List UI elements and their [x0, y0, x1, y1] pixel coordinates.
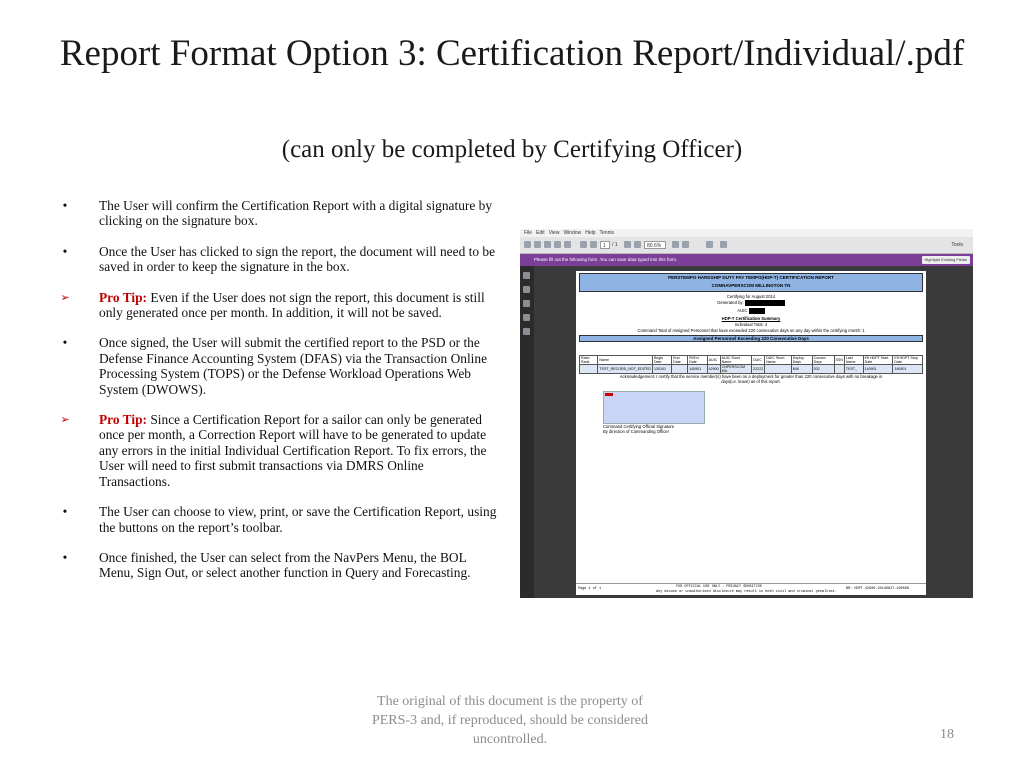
generated-by-row	[576, 300, 926, 306]
menu-item[interactable]: Tennis	[599, 230, 614, 236]
bullet-icon: •	[62, 335, 68, 351]
next-page-icon[interactable]	[590, 241, 597, 248]
table-cell: 130101	[652, 365, 671, 374]
column-header: Pt/Ext Date	[688, 356, 708, 365]
menu-item[interactable]: Window	[563, 230, 582, 236]
table-cell: 202	[812, 365, 834, 374]
page-footer	[576, 583, 926, 594]
bullet-text: Once signed, the User will submit the certified report to the PSD or the Defense Finance Accounting System (DFAS) via the Transaction Online Processing System (TOPS) or the Defense Workload Operations Web System (DWOWS).	[99, 335, 488, 397]
bullet-item	[58, 335, 498, 397]
auic-row	[576, 308, 926, 314]
pro-tip-label: Pro Tip:	[99, 412, 147, 428]
column-header: SSN	[834, 356, 844, 365]
column-header: End Date	[672, 356, 688, 365]
print-icon[interactable]	[554, 241, 561, 248]
table-cell: TEST_RECORD_NOT_EDITED	[598, 365, 653, 374]
bullet-item	[58, 244, 498, 275]
signature-flag-icon	[605, 393, 613, 396]
bullet-list	[58, 198, 498, 596]
prev-page-icon[interactable]	[580, 241, 587, 248]
column-header: Eff HDPT Stop Date	[893, 356, 923, 365]
redaction-bar	[749, 308, 765, 314]
individual-total: Individual Total: 4	[734, 322, 768, 327]
email-icon[interactable]	[564, 241, 571, 248]
table-cell: 22222	[752, 365, 765, 374]
column-header: Name	[598, 356, 653, 365]
table-cell: 608	[791, 365, 812, 374]
signature-label: Command Certifying Official Signature	[603, 424, 675, 429]
bullet-item	[58, 550, 498, 581]
column-header: Deploy Days	[791, 356, 812, 365]
report-ref: BR: HDPT 42900-20140827-160506	[846, 587, 910, 591]
attachments-icon[interactable]	[523, 300, 530, 307]
report-title: PERSTEMPO HARDSHIP DUTY PAY TEMPO(HDP-T) CERTIFICATION REPORT	[668, 275, 834, 280]
redaction-bar	[745, 300, 785, 306]
footer-note: The original of this document is the property of PERS-3 and, if reproduced, should be considered uncontrolled.	[371, 694, 649, 747]
bullet-item	[58, 198, 498, 229]
auic-label: AUIC	[737, 308, 748, 314]
generated-by-label: Generated by:	[717, 300, 744, 306]
lock-icon[interactable]	[523, 286, 530, 293]
zoom-in-icon[interactable]	[634, 241, 641, 248]
pdf-viewer-screenshot	[520, 229, 973, 598]
bullet-text: Since a Certification Report for a sailor can only be generated once per month, a Correction Report will have to be generated to update any errors in the initial Individual Certification Report. To fix errors, the User will need to first submit transactions via DMRS Online Transactions.	[99, 412, 487, 489]
menu-bar	[520, 229, 973, 237]
bullet-text: Once the User has clicked to sign the report, the document will need to be saved in order to keep the signature in the box.	[99, 243, 496, 275]
certifying-for: Certifying for August 2014	[726, 294, 776, 299]
bullet-item	[58, 504, 498, 535]
fit-width-icon[interactable]	[682, 241, 689, 248]
save-icon[interactable]	[544, 241, 551, 248]
fit-page-icon[interactable]	[672, 241, 679, 248]
menu-item[interactable]: Help	[585, 230, 596, 236]
table-header-row	[580, 356, 923, 365]
bullet-icon: •	[62, 549, 68, 565]
slide-title: Report Format Option 3: Certification Report/Individual/.pdf	[59, 33, 965, 74]
bullet-item	[58, 290, 498, 321]
bullet-text: Once finished, the User can select from the NavPers Menu, the BOL Menu, Sign Out, or select another function in Query and Forecasting.	[99, 549, 471, 581]
table-cell	[834, 365, 844, 374]
bullet-icon: •	[62, 504, 68, 520]
bullet-text: The User will confirm the Certification Report with a digital signature by clicking on the signature box.	[99, 198, 493, 229]
form-notification-bar	[520, 254, 973, 266]
signatures-icon[interactable]	[523, 314, 530, 321]
menu-item[interactable]: View	[548, 230, 560, 236]
acknowledgement-text: Acknowledgement: I certify that the service member(s) have been on a deployment for greater than 220 consecutive days with no breakage in days(i.e. leave) as of this report.	[619, 374, 883, 384]
layers-icon[interactable]	[523, 328, 530, 335]
slide-subtitle: (can only be completed by Certifying Officer)	[281, 136, 743, 163]
column-header: Last Name	[844, 356, 863, 365]
signature-sub: By direction of Commanding Officer	[603, 429, 670, 434]
toolbar	[520, 237, 973, 254]
create-icon[interactable]	[524, 241, 531, 248]
report-page	[576, 271, 926, 595]
bullet-icon: •	[62, 243, 68, 259]
table-cell: 140901	[863, 365, 893, 374]
highlight-fields-button[interactable]: Highlight Existing Fields	[922, 256, 970, 264]
table-cell	[765, 365, 792, 374]
table-cell: TEST_	[844, 365, 863, 374]
comment-icon[interactable]	[706, 241, 713, 248]
page-label: Page 1 of 1	[578, 587, 602, 591]
table-cell: 140901	[893, 365, 923, 374]
navigation-pane	[520, 266, 534, 598]
bullet-item	[58, 412, 498, 489]
column-header: AUIC Short Name	[720, 356, 751, 365]
tools-button[interactable]: Tools	[951, 242, 963, 248]
page-number-field[interactable]: 1	[600, 241, 610, 249]
pro-tip-label: Pro Tip:	[99, 289, 147, 305]
column-header: DUIC Short Name	[765, 356, 792, 365]
assigned-title: Assigned Personnel Exceeding 220 Consecutive Days	[579, 335, 923, 342]
page-total: / 1	[612, 242, 618, 248]
bullet-text: Even if the User does not sign the report, this document is still only generated once per month. In addition, it will not be saved.	[99, 289, 485, 321]
pages-icon[interactable]	[523, 272, 530, 279]
table-cell: CNPERSCOM MIL	[720, 365, 751, 374]
open-icon[interactable]	[534, 241, 541, 248]
menu-item[interactable]: File	[524, 230, 533, 236]
form-message: Please fill out the following form. You can save data typed into this form.	[534, 257, 678, 262]
column-header: Begin Date	[652, 356, 671, 365]
arrow-bullet-icon: ➢	[60, 290, 70, 304]
arrow-bullet-icon: ➢	[60, 413, 70, 427]
menu-item[interactable]: Edit	[536, 230, 545, 236]
zoom-select[interactable]: 80.6%	[644, 241, 666, 249]
page-number: 18	[940, 727, 954, 742]
table-cell: 42900	[707, 365, 720, 374]
report-header	[579, 273, 923, 292]
bullet-text: The User can choose to view, print, or save the Certification Report, using the buttons on the report’s toolbar.	[99, 504, 497, 535]
column-header: Eff HDPT Start Date	[863, 356, 893, 365]
fouo-label: FOR OFFICIAL USE ONLY - PRIVACY SENSITIVE	[676, 585, 763, 589]
fouo-note: Any misuse or unauthorized disclosure may result in both civil and criminal penalties.	[656, 590, 837, 594]
column-header: AUIC	[707, 356, 720, 365]
signature-field[interactable]	[603, 391, 705, 424]
table-cell	[672, 365, 688, 374]
column-header: Rate/ Rank	[580, 356, 598, 365]
table-row	[580, 365, 923, 374]
summary-title: HDP-T Certification Summary	[721, 316, 781, 321]
column-header: Consec Days	[812, 356, 834, 365]
column-header: DUIC	[752, 356, 765, 365]
bullet-icon: •	[62, 198, 68, 213]
table-cell: 140901	[688, 365, 708, 374]
table-cell	[580, 365, 598, 374]
report-command: COMNAVPERSCOM MILLINGTON TN	[711, 283, 791, 288]
zoom-out-icon[interactable]	[624, 241, 631, 248]
personnel-table	[579, 355, 923, 374]
command-total: Command Total of Assigned Personnel that have exceeded 220 consecutive days on any day within the certifying month: 1	[637, 328, 865, 333]
sign-icon[interactable]	[720, 241, 727, 248]
